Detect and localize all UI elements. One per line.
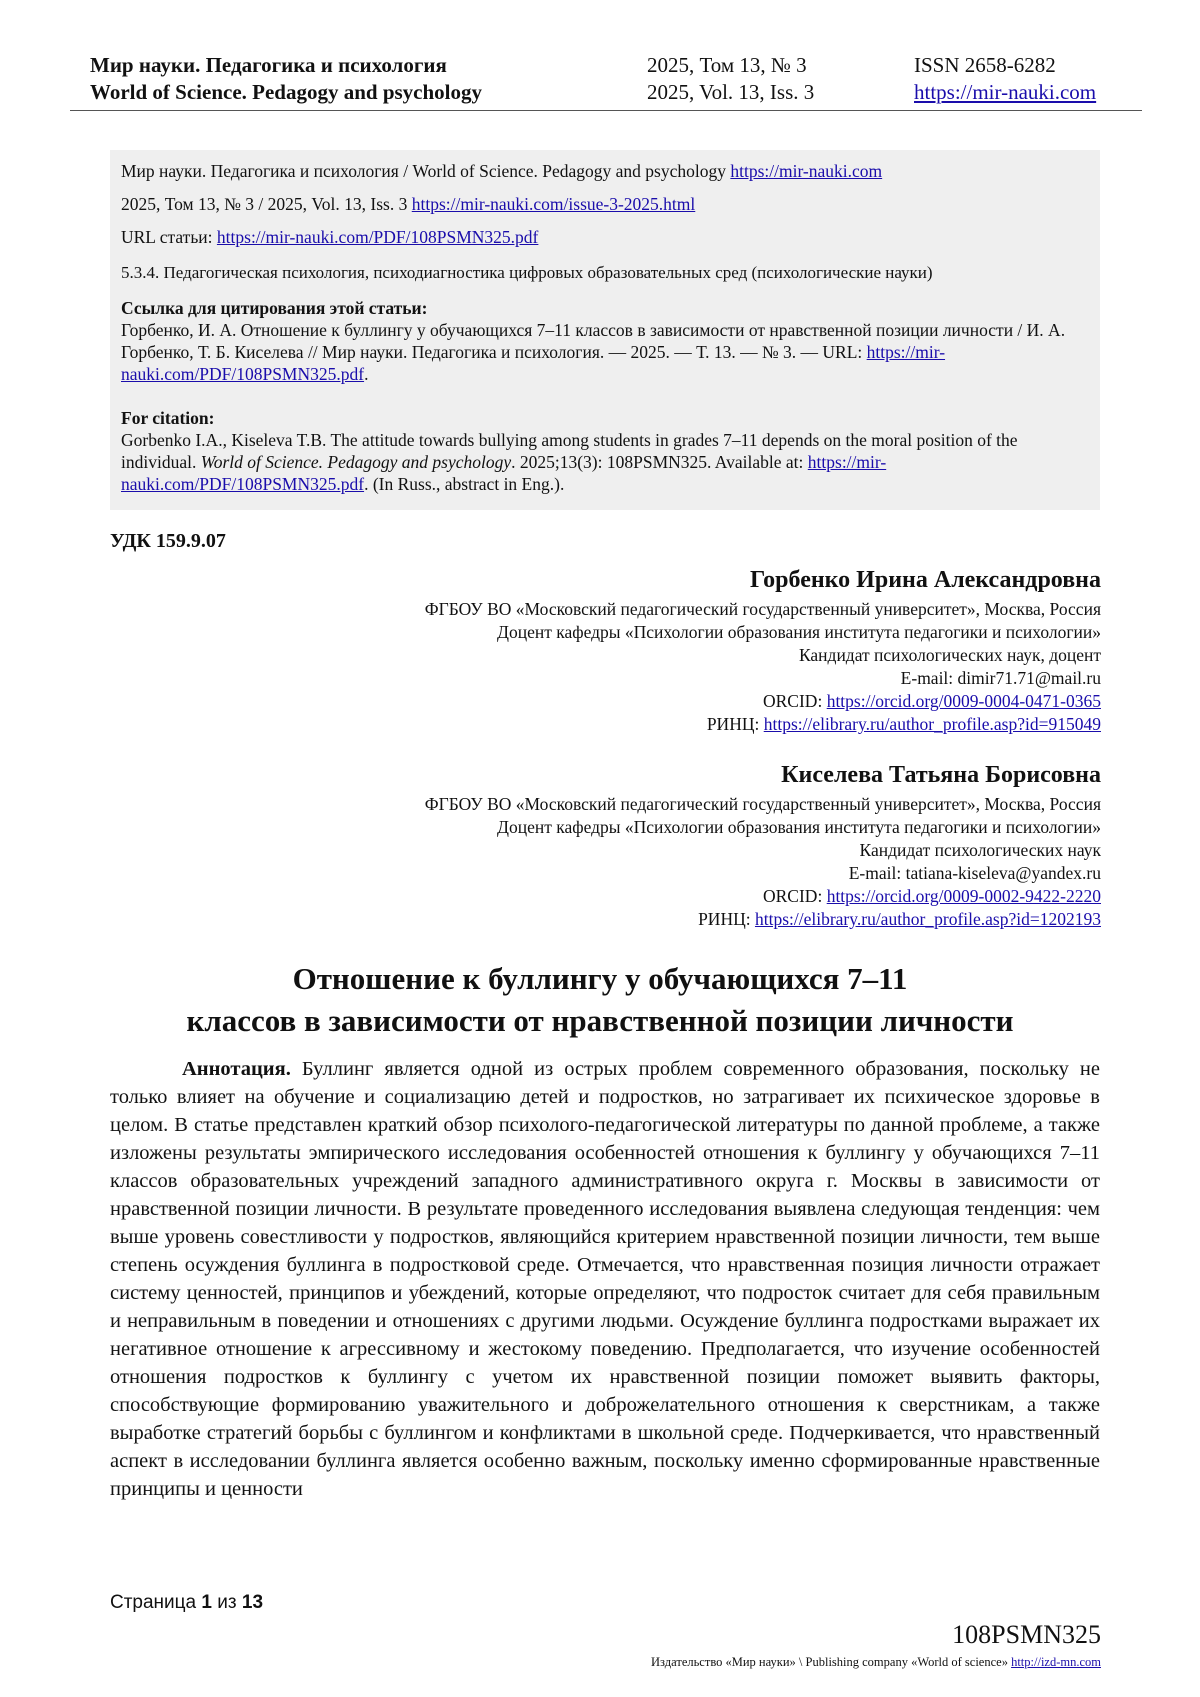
- page-current: 1: [201, 1592, 212, 1613]
- info-issue-link[interactable]: https://mir-nauki.com/issue-3-2025.html: [411, 194, 696, 214]
- article-title-line-2: классов в зависимости от нравственной позиции личности: [186, 1003, 1014, 1038]
- author-name: Горбенко Ирина Александровна: [750, 567, 1101, 593]
- abstract: [110, 1055, 1100, 1503]
- info-url-text: URL статьи:: [121, 227, 217, 247]
- author-rinc: [425, 908, 1101, 931]
- info-article-link[interactable]: https://mir-nauki.com/PDF/108PSMN325.pdf: [216, 227, 539, 247]
- journal-name-en: World of Science. Pedagogy and psychology: [90, 80, 483, 104]
- author-block-2: [425, 760, 1101, 931]
- orcid-link[interactable]: https://orcid.org/0009-0004-0471-0365: [826, 691, 1101, 711]
- page-total: 13: [241, 1592, 264, 1613]
- header-issn: [914, 52, 1096, 106]
- page-prefix: Страница: [110, 1592, 202, 1613]
- citation-en: [121, 407, 1096, 495]
- header-divider: [70, 110, 1142, 111]
- citation-en-text2: . 2025;13(3): 108PSMN325. Available at:: [511, 452, 808, 472]
- rinc-label: РИНЦ:: [706, 714, 764, 734]
- issue-ru: 2025, Том 13, № 3: [647, 53, 807, 77]
- author-affiliation: ФГБОУ ВО «Московский педагогический государственный университет», Москва, Россия: [424, 794, 1101, 814]
- citation-en-heading: For citation:: [121, 408, 215, 428]
- author-email: E-mail: dimir71.71@mail.ru: [900, 668, 1101, 688]
- author-position: Доцент кафедры «Психологии образования института педагогики и психологии»: [497, 622, 1101, 642]
- journal-name-ru: Мир науки. Педагогика и психология: [90, 53, 447, 77]
- info-issue-text: 2025, Том 13, № 3 / 2025, Vol. 13, Iss. 3: [121, 194, 412, 214]
- citation-en-journal: World of Science. Pedagogy and psychology: [200, 452, 512, 472]
- author-orcid: [425, 885, 1101, 908]
- page-sep: из: [211, 1592, 242, 1613]
- info-line-journal: [121, 160, 1096, 182]
- info-journal-link[interactable]: https://mir-nauki.com: [730, 161, 883, 181]
- udk-code: УДК 159.9.07: [110, 530, 226, 552]
- author-name: Киселева Татьяна Борисовна: [781, 762, 1101, 788]
- header-journal-title: [90, 52, 482, 106]
- publisher-text: Издательство «Мир науки» \ Publishing company «World of science»: [651, 1655, 1012, 1669]
- author-degree: Кандидат психологических наук, доцент: [798, 645, 1101, 665]
- author-rinc: [425, 713, 1101, 736]
- citation-en-end: . (In Russ., abstract in Eng.).: [364, 474, 565, 494]
- author-block-1: [425, 565, 1101, 736]
- info-line-url: [121, 226, 1096, 248]
- info-journal-text: Мир науки. Педагогика и психология / World of Science. Pedagogy and psychology: [121, 161, 731, 181]
- abstract-text: Буллинг является одной из острых проблем современного образования, поскольку не только влияет на обучение и социализацию детей и подростков, но затрагивает их психическое здоровье в целом. В статье представлен краткий обзор психолого-педагогической литературы по данной проблеме, а также изложены результаты эмпирического исследования особенностей отношения к буллингу у обучающихся 7–11 классов образовательных учреждений западного административного округа г. Москвы в зависимости от нравственной позиции личности. В результате проведенного исследования выявлена следующая тенденция: чем выше уровень совестливости у подростков, являющийся критерием нравственной позиции личности, тем выше степень осуждения буллинга в подростковой среде. Отмечается, что нравственная позиция личности отражает систему ценностей, принципов и убеждений, которые определяют, что подросток считает для себя правильным и неправильным в поведении и отношениях с другими людьми. Осуждение буллинга подростками выражает их негативное отношение к агрессивному и жестокому поведению. Предполагается, что изучение особенностей отношения подростков к буллингу с учетом их нравственной позиции поможет выявить факторы, способствующие формированию уважительного и доброжелательного отношения к сверстникам, а также выработке стратегий борьбы с буллингом и конфликтами в школьной среде. Подчеркивается, что нравственный аспект в исследовании буллинга является особенно важным, поскольку именно сформированные нравственные принципы и ценности: [110, 1058, 1100, 1500]
- citation-ru: [121, 297, 1096, 385]
- citation-ru-link[interactable]: https://mir-nauki.com/PDF/108PSMN325.pdf: [121, 342, 946, 384]
- publisher-link[interactable]: http://izd-mn.com: [1011, 1655, 1101, 1669]
- citation-en-text: Gorbenko I.A., Kiseleva T.B. The attitude towards bullying among students in grades 7–11 depends on the moral position of the individual.: [121, 430, 1018, 472]
- info-line-issue: [121, 193, 1096, 215]
- author-position: Доцент кафедры «Психологии образования института педагогики и психологии»: [497, 817, 1101, 837]
- page-number: [110, 1592, 263, 1614]
- citation-ru-text: Горбенко, И. А. Отношение к буллингу у обучающихся 7–11 классов в зависимости от нравственной позиции личности / И. А. Горбенко, Т. Б. Киселева // Мир науки. Педагогика и психология. — 2025. — Т. 13. — № 3. — URL:: [121, 320, 1066, 362]
- article-title: [100, 958, 1100, 1042]
- article-code: 108PSMN325: [952, 1620, 1101, 1649]
- rinc-label: РИНЦ:: [698, 909, 755, 929]
- info-line-specialty: 5.3.4. Педагогическая психология, психодиагностика цифровых образовательных сред (психологические науки): [121, 263, 933, 282]
- article-title-line-1: Отношение к буллингу у обучающихся 7–11: [292, 961, 908, 996]
- issue-en: 2025, Vol. 13, Iss. 3: [647, 80, 815, 104]
- site-link[interactable]: https://mir-nauki.com: [914, 80, 1097, 104]
- author-degree: Кандидат психологических наук: [859, 840, 1101, 860]
- author-orcid: [425, 690, 1101, 713]
- orcid-label: ORCID:: [763, 691, 827, 711]
- issn: ISSN 2658-6282: [914, 53, 1056, 77]
- rinc-link[interactable]: https://elibrary.ru/author_profile.asp?id=915049: [763, 714, 1101, 734]
- citation-ru-end: .: [364, 364, 369, 384]
- author-email: E-mail: tatiana-kiseleva@yandex.ru: [848, 863, 1101, 883]
- abstract-label: Аннотация.: [182, 1058, 291, 1080]
- publisher-line: [651, 1655, 1101, 1670]
- rinc-link[interactable]: https://elibrary.ru/author_profile.asp?id=1202193: [754, 909, 1101, 929]
- header-issue: [647, 52, 814, 106]
- author-affiliation: ФГБОУ ВО «Московский педагогический государственный университет», Москва, Россия: [424, 599, 1101, 619]
- citation-ru-heading: Ссылка для цитирования этой статьи:: [121, 298, 428, 318]
- citation-en-link[interactable]: https://mir-nauki.com/PDF/108PSMN325.pdf: [121, 452, 887, 494]
- orcid-label: ORCID:: [763, 886, 827, 906]
- orcid-link[interactable]: https://orcid.org/0009-0002-9422-2220: [826, 886, 1101, 906]
